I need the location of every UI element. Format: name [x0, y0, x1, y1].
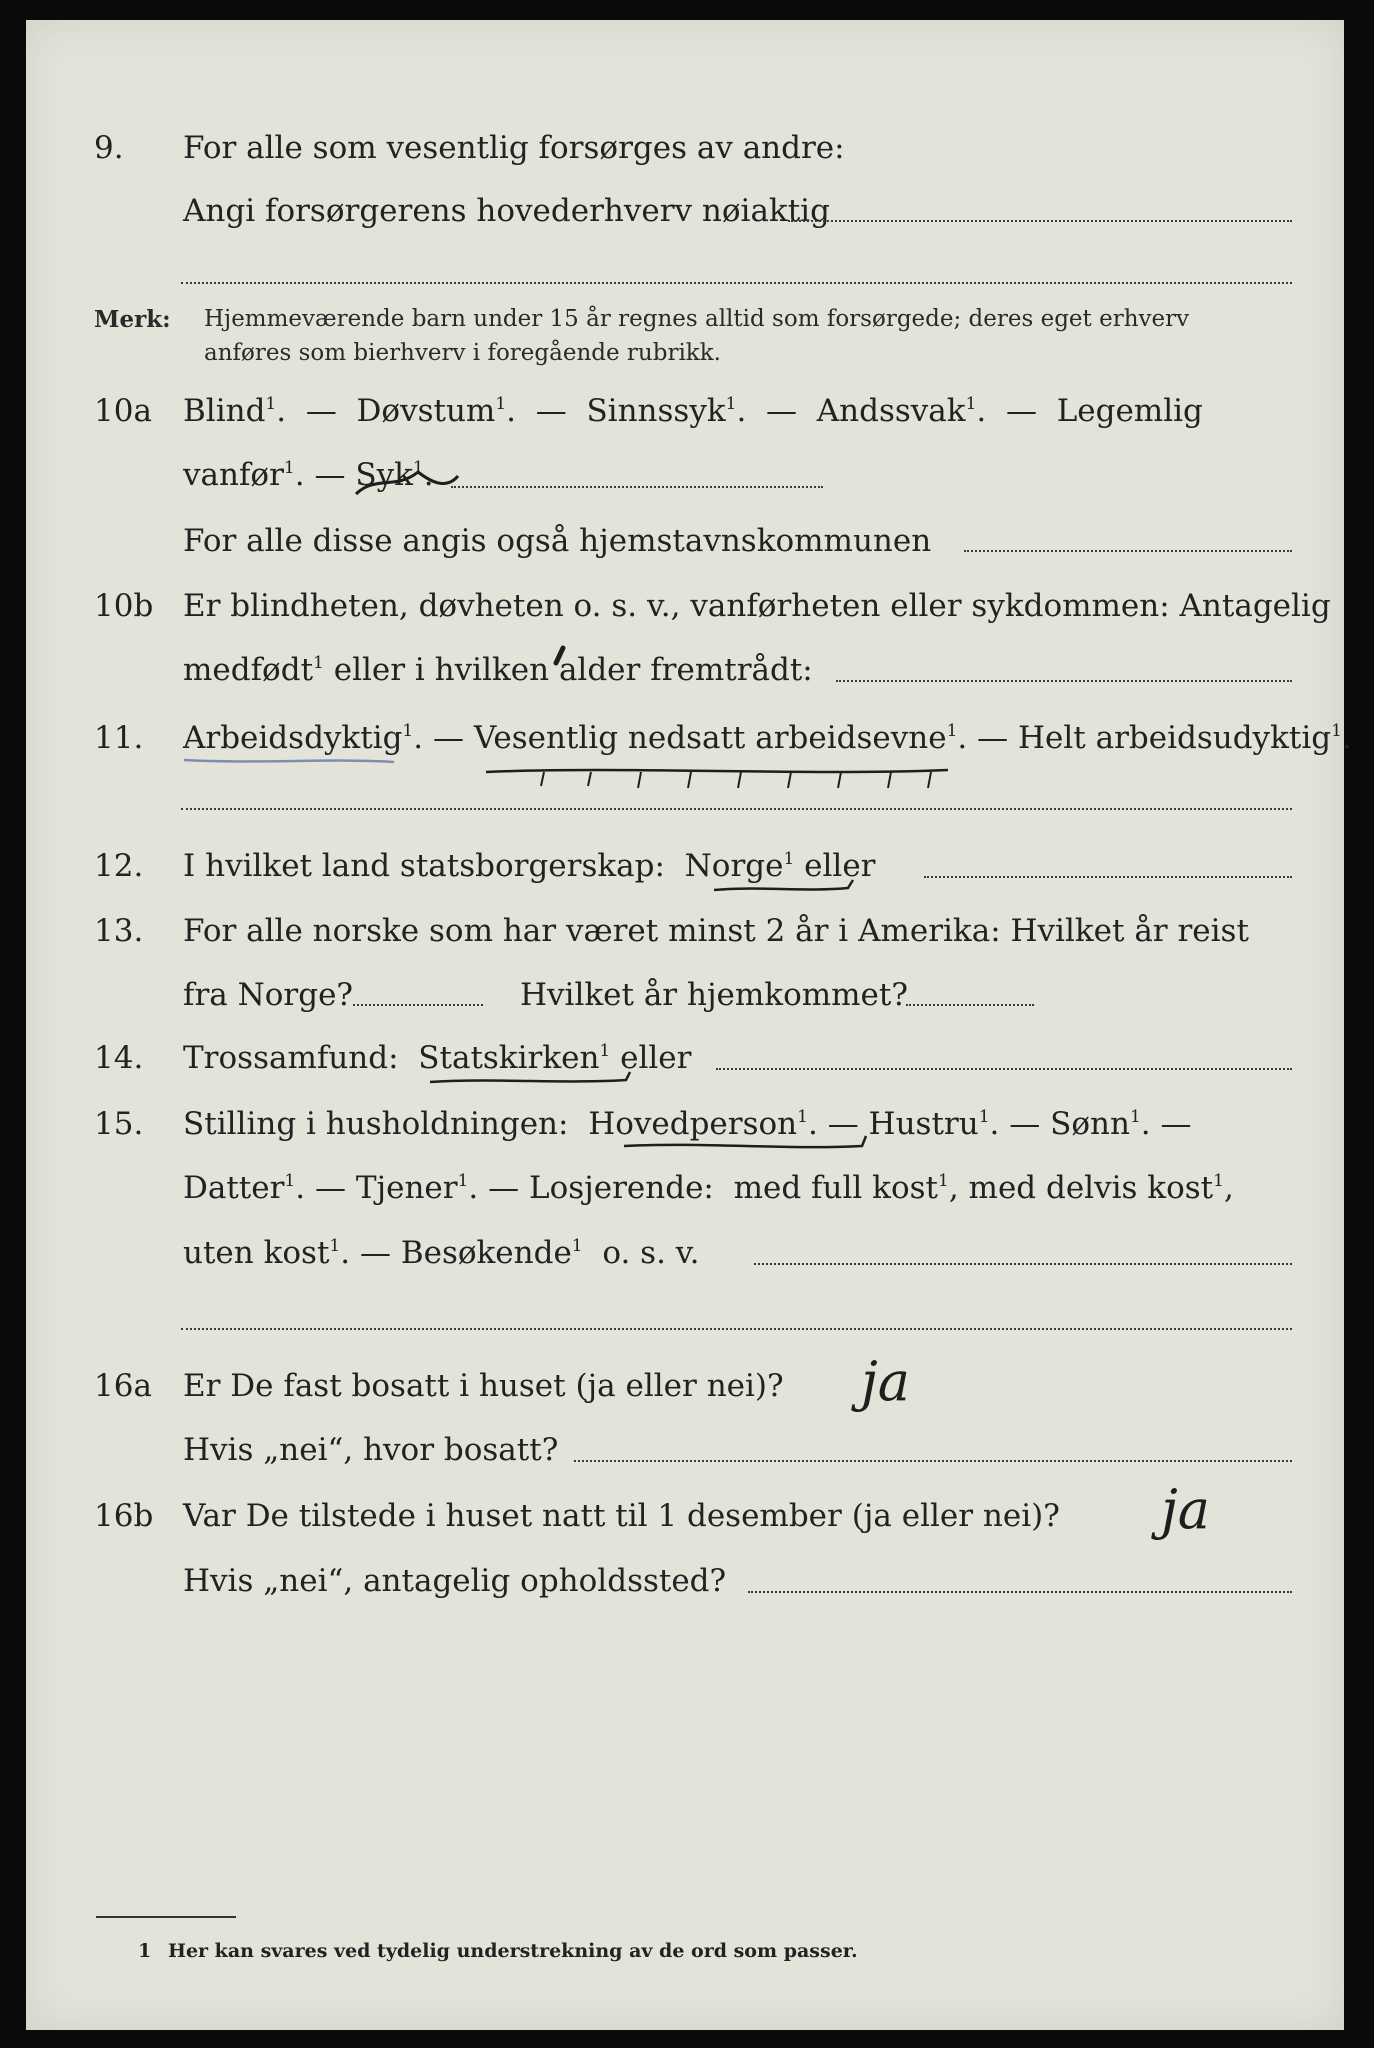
- q13-line2b: Hvilket år hjemkommet?: [520, 977, 908, 1013]
- q14-number: 14.: [94, 1040, 144, 1076]
- q10b-answer-line: [836, 680, 1292, 682]
- arbeidsudyktig-option: Helt arbeidsudyktig: [1017, 720, 1332, 756]
- arbeidsdyktig-option: Arbeidsdyktig: [183, 720, 403, 756]
- footnote-text: Her kan svares ved tydelig understrekning av de ord som passer.: [168, 1940, 858, 1962]
- q11-line: Arbeidsdyktig$^1$. — Vesentlig nedsatt arbeidsevne$^1$. — Helt arbeidsudyktig$^1$.: [183, 720, 1352, 756]
- q13-number: 13.: [94, 913, 144, 949]
- nedsatt-arbeidsevne-underline: [486, 770, 948, 772]
- q10a-line1: Blind$^1$. — Døvstum$^1$. — Sinnssyk$^1$. — Andssvak$^1$. — Legemlig: [183, 393, 1203, 429]
- census-form-page: [26, 20, 1352, 2030]
- separator-line: [181, 808, 1292, 810]
- q15-line3: uten kost$^1$. — Besøkende$^1$ o. s. v.: [183, 1235, 700, 1271]
- q12-number: 12.: [94, 848, 144, 884]
- separator-line: [181, 1328, 1292, 1330]
- q14-line: Trossamfund: Statskirken$^1$ eller: [183, 1040, 692, 1076]
- q16a-answer-line: [574, 1460, 1292, 1462]
- footnote-rule: [96, 1916, 236, 1918]
- q16b-number: 16b: [94, 1498, 154, 1534]
- q15-line2: Datter$^1$. — Tjener$^1$. — Losjerende: med full kost$^1$, med delvis kost$^1$,: [183, 1170, 1234, 1206]
- q10b-line2: medfødt$^1$ eller i hvilken alder fremtrådt:: [183, 652, 813, 688]
- statskirken-option: Statskirken: [418, 1040, 600, 1076]
- q15-answer-line: [754, 1263, 1292, 1265]
- arbeidsdyktig-underline: [184, 760, 394, 762]
- q16a-line2: Hvis „nei“, hvor bosatt?: [183, 1432, 559, 1468]
- q10a-answer-line: [451, 486, 823, 488]
- reist-year-line: [353, 1004, 483, 1006]
- q16a-handwritten-answer: ja: [861, 1350, 910, 1413]
- syk-option: Syk: [355, 457, 413, 493]
- q10b-number: 10b: [94, 588, 154, 624]
- nedsatt-arbeidsevne-ticks: [541, 772, 931, 788]
- hjemkommet-year-line: [906, 1004, 1034, 1006]
- q16b-handwritten-answer: ja: [1161, 1478, 1210, 1541]
- merk-line2: anføres som bierhverv i foregående rubrikk.: [204, 340, 721, 366]
- q9-line1: For alle som vesentlig forsørges av andre:: [183, 130, 845, 166]
- footnote-marker: 1: [138, 1940, 152, 1962]
- q16a-number: 16a: [94, 1368, 152, 1404]
- q12-answer-line: [924, 876, 1292, 878]
- q14-answer-line: [716, 1068, 1292, 1070]
- q9-number: 9.: [94, 130, 124, 166]
- q9-line2: Angi forsørgerens hovederhverv nøiaktig: [183, 193, 830, 229]
- q13-line2a: fra Norge?: [183, 977, 354, 1013]
- norge-option: Norge: [684, 848, 784, 884]
- q16b-answer-line: [748, 1591, 1292, 1593]
- q13-line1: For alle norske som har været minst 2 år i Amerika: Hvilket år reist: [183, 913, 1249, 949]
- q15-number: 15.: [94, 1106, 144, 1142]
- q10a-line3: For alle disse angis også hjemstavnskommunen: [183, 523, 932, 559]
- merk-label: Merk:: [94, 306, 171, 333]
- hjemstavn-answer-line: [964, 550, 1292, 552]
- q12-line: I hvilket land statsborgerskap: Norge$^1$ eller: [183, 848, 876, 884]
- merk-line1: Hjemmeværende barn under 15 år regnes alltid som forsørgede; deres eget erhverv: [204, 306, 1190, 332]
- q16a-line1: Er De fast bosatt i huset (ja eller nei)?: [183, 1368, 784, 1404]
- separator-line: [181, 282, 1292, 284]
- nedsatt-arbeidsevne-option: Vesentlig nedsatt arbeidsevne: [473, 720, 947, 756]
- q16b-line2: Hvis „nei“, antagelig opholdssted?: [183, 1563, 727, 1599]
- q10a-number: 10a: [94, 393, 152, 429]
- hovedperson-option: Hovedperson: [588, 1106, 798, 1142]
- q15-line1: Stilling i husholdningen: Hovedperson$^1$. — Hustru$^1$. — Sønn$^1$. —: [183, 1106, 1192, 1142]
- q10b-line1: Er blindheten, døvheten o. s. v., vanførheten eller sykdommen: Antagelig: [183, 588, 1331, 624]
- q9-answer-line: [788, 220, 1292, 222]
- q10a-line2: vanfør$^1$. — Syk$^1$.: [183, 457, 434, 493]
- q11-number: 11.: [94, 720, 144, 756]
- q16b-line1: Var De tilstede i huset natt til 1 desember (ja eller nei)?: [183, 1498, 1060, 1534]
